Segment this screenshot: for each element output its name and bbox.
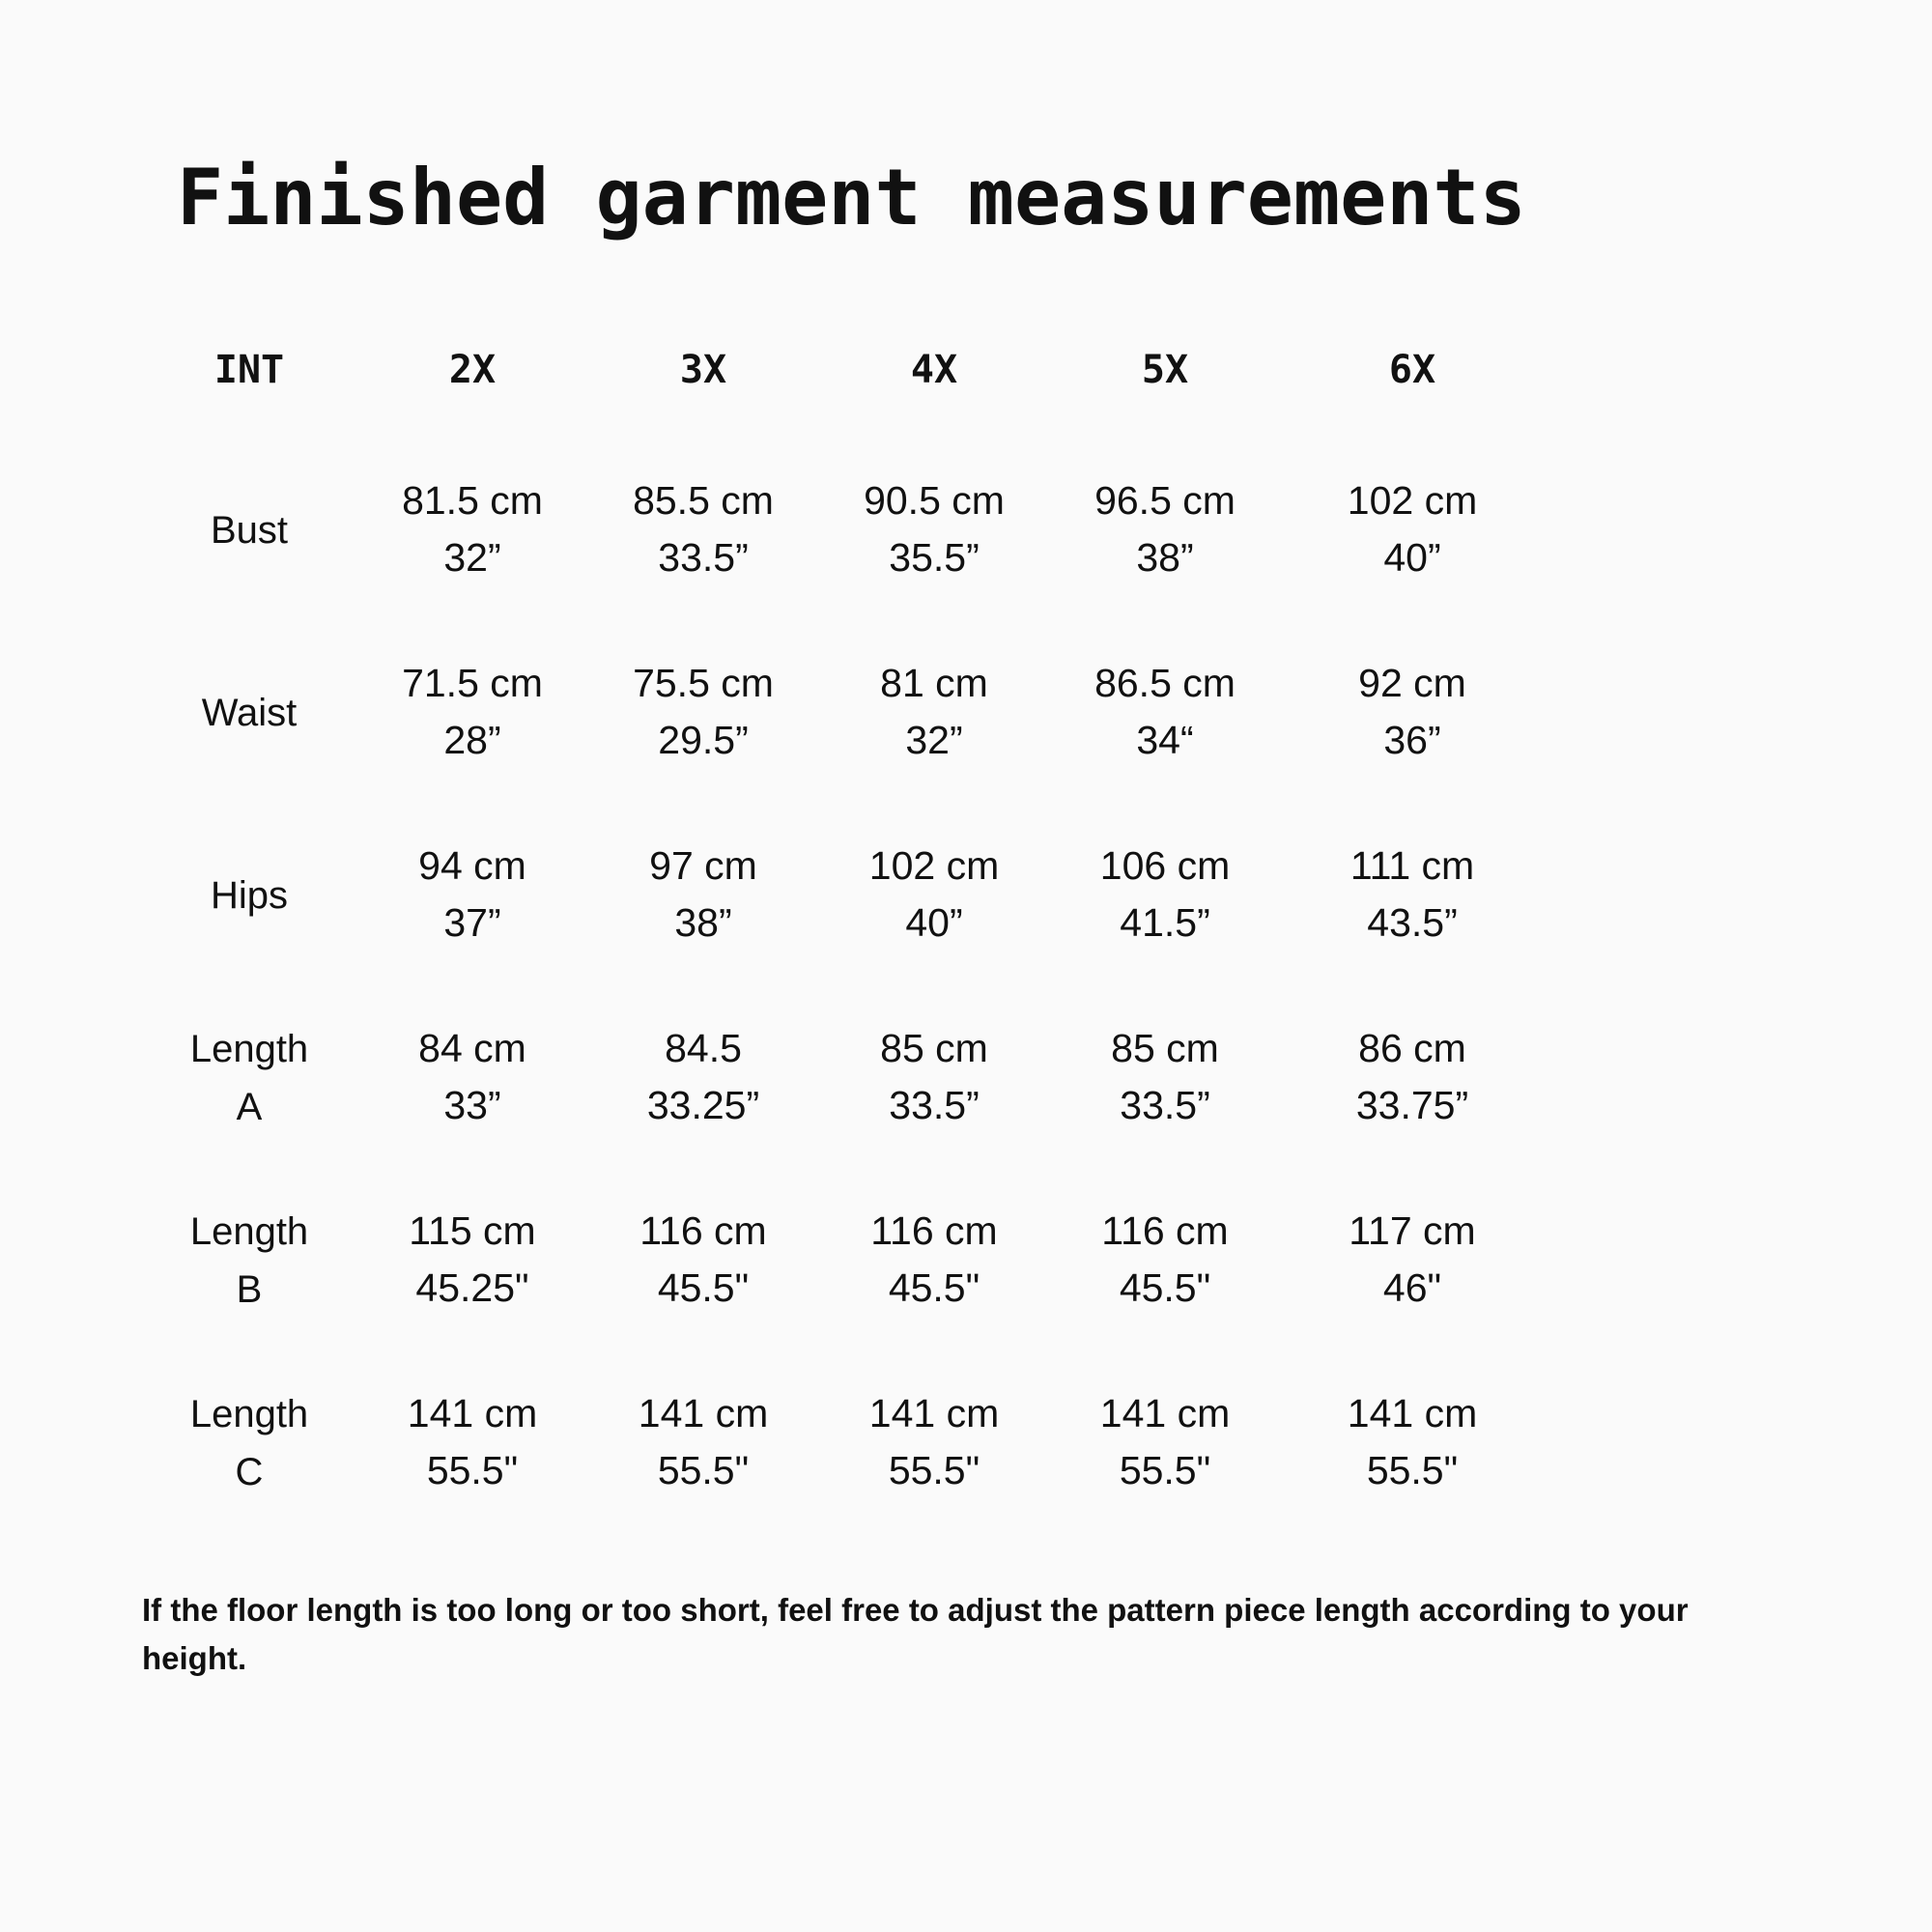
measurement-inches: 32” bbox=[443, 535, 501, 580]
row-label bbox=[133, 1020, 365, 1136]
measurement-cm: 141 cm bbox=[1347, 1391, 1478, 1435]
measurement-cell bbox=[818, 1203, 1050, 1317]
measurement-cell bbox=[1296, 1385, 1528, 1499]
row-label bbox=[133, 867, 365, 924]
measurement-cell bbox=[1296, 838, 1528, 952]
measurement-cell bbox=[356, 1203, 588, 1317]
measurement-inches: 43.5” bbox=[1367, 900, 1458, 945]
measurement-inches: 46" bbox=[1382, 1265, 1442, 1310]
measurement-cell bbox=[1296, 655, 1528, 769]
page-title: Finished garment measurements bbox=[177, 153, 1526, 242]
measurement-inches: 32” bbox=[905, 718, 963, 762]
measurement-inches: 55.5" bbox=[888, 1448, 980, 1492]
measurement-inches: 35.5” bbox=[889, 535, 980, 580]
measurement-cm: 71.5 cm bbox=[402, 661, 543, 705]
measurement-inches: 28” bbox=[443, 718, 501, 762]
measurement-cell bbox=[1049, 472, 1281, 586]
header-size-6x: 6X bbox=[1388, 348, 1436, 392]
measurement-inches: 41.5” bbox=[1120, 900, 1210, 945]
measurement-cell bbox=[356, 472, 588, 586]
measurement-inches: 33.5” bbox=[889, 1083, 980, 1127]
measurement-inches: 38” bbox=[1136, 535, 1194, 580]
measurement-cell bbox=[818, 838, 1050, 952]
row-label-line: B bbox=[236, 1268, 263, 1311]
measurement-cm: 85.5 cm bbox=[633, 478, 774, 523]
header-size-2x: 2X bbox=[448, 348, 497, 392]
measurement-cell bbox=[818, 472, 1050, 586]
header-size-3x: 3X bbox=[679, 348, 727, 392]
measurement-cm: 84 cm bbox=[418, 1026, 526, 1070]
measurement-inches: 33.5” bbox=[1120, 1083, 1210, 1127]
measurement-cell bbox=[356, 838, 588, 952]
measurement-cm: 117 cm bbox=[1349, 1208, 1476, 1253]
measurement-cell bbox=[1296, 1020, 1528, 1134]
measurement-cell bbox=[356, 655, 588, 769]
measurement-inches: 36” bbox=[1383, 718, 1441, 762]
measurement-cm: 115 cm bbox=[409, 1208, 536, 1253]
measurement-cm: 84.5 bbox=[665, 1026, 742, 1070]
adjustment-note: If the floor length is too long or too short, feel free to adjust the pattern piece length according to your height. bbox=[142, 1592, 1689, 1676]
measurement-cm: 116 cm bbox=[639, 1208, 767, 1253]
measurement-cm: 92 cm bbox=[1358, 661, 1466, 705]
measurement-inches: 55.5" bbox=[657, 1448, 750, 1492]
header-int: INT bbox=[213, 348, 285, 392]
row-label bbox=[133, 684, 365, 742]
row-label-line: Waist bbox=[201, 692, 298, 734]
measurement-inches: 33” bbox=[443, 1083, 501, 1127]
measurement-cell bbox=[356, 1020, 588, 1134]
measurement-inches: 45.25" bbox=[415, 1265, 529, 1310]
measurement-cm: 102 cm bbox=[868, 843, 1000, 888]
measurement-inches: 37” bbox=[443, 900, 501, 945]
measurement-cm: 116 cm bbox=[1101, 1208, 1229, 1253]
row-label-line: Length bbox=[189, 1210, 309, 1253]
header-size-5x: 5X bbox=[1141, 348, 1189, 392]
measurement-cm: 85 cm bbox=[1111, 1026, 1219, 1070]
measurement-inches: 33.5” bbox=[658, 535, 749, 580]
measurement-cm: 106 cm bbox=[1099, 843, 1231, 888]
row-label-line: Length bbox=[189, 1028, 309, 1070]
measurement-cell bbox=[818, 1020, 1050, 1134]
measurement-inches: 33.75” bbox=[1355, 1083, 1469, 1127]
row-label-line: A bbox=[236, 1086, 263, 1128]
measurement-cell bbox=[1049, 655, 1281, 769]
measurement-cell bbox=[1049, 838, 1281, 952]
measurement-cell bbox=[587, 838, 819, 952]
row-label bbox=[133, 1385, 365, 1501]
measurement-inches: 40” bbox=[1383, 535, 1441, 580]
measurement-inches: 38” bbox=[674, 900, 732, 945]
measurement-cell bbox=[587, 1203, 819, 1317]
measurement-inches: 29.5” bbox=[658, 718, 749, 762]
measurement-cm: 81 cm bbox=[880, 661, 988, 705]
measurement-inches: 45.5" bbox=[1119, 1265, 1211, 1310]
measurement-inches: 45.5" bbox=[888, 1265, 980, 1310]
measurement-cm: 86 cm bbox=[1358, 1026, 1466, 1070]
measurement-cell bbox=[587, 655, 819, 769]
measurement-cm: 94 cm bbox=[418, 843, 526, 888]
measurement-inches: 34“ bbox=[1136, 718, 1194, 762]
measurement-cm: 86.5 cm bbox=[1094, 661, 1236, 705]
measurement-cell bbox=[1049, 1020, 1281, 1134]
measurement-cm: 96.5 cm bbox=[1094, 478, 1236, 523]
measurement-inches: 33.25” bbox=[646, 1083, 760, 1127]
measurement-cm: 141 cm bbox=[638, 1391, 769, 1435]
measurement-inches: 55.5" bbox=[1366, 1448, 1459, 1492]
measurement-cell bbox=[587, 1385, 819, 1499]
measurement-cm: 97 cm bbox=[649, 843, 757, 888]
measurement-cell bbox=[1049, 1385, 1281, 1499]
row-label-line: C bbox=[235, 1451, 264, 1493]
measurement-inches: 45.5" bbox=[657, 1265, 750, 1310]
measurement-cell bbox=[587, 1020, 819, 1134]
measurement-cm: 116 cm bbox=[870, 1208, 998, 1253]
measurement-cell bbox=[818, 655, 1050, 769]
measurement-cell bbox=[587, 472, 819, 586]
measurement-cm: 102 cm bbox=[1347, 478, 1478, 523]
row-label-line: Length bbox=[189, 1393, 309, 1435]
measurement-cell bbox=[1296, 1203, 1528, 1317]
measurement-cell bbox=[356, 1385, 588, 1499]
measurement-inches: 40” bbox=[905, 900, 963, 945]
row-label-line: Bust bbox=[210, 509, 289, 552]
measurement-cell bbox=[818, 1385, 1050, 1499]
measurement-cell bbox=[1296, 472, 1528, 586]
row-label bbox=[133, 501, 365, 559]
measurement-cm: 81.5 cm bbox=[402, 478, 543, 523]
measurement-cm: 85 cm bbox=[880, 1026, 988, 1070]
measurement-inches: 55.5" bbox=[1119, 1448, 1211, 1492]
measurement-cell bbox=[1049, 1203, 1281, 1317]
row-label-line: Hips bbox=[210, 874, 289, 917]
measurement-cm: 111 cm bbox=[1350, 843, 1475, 888]
header-size-4x: 4X bbox=[910, 348, 958, 392]
row-label bbox=[133, 1203, 365, 1319]
measurement-cm: 141 cm bbox=[1099, 1391, 1231, 1435]
measurement-cm: 75.5 cm bbox=[633, 661, 774, 705]
measurement-inches: 55.5" bbox=[426, 1448, 519, 1492]
measurement-cm: 90.5 cm bbox=[864, 478, 1005, 523]
measurement-cm: 141 cm bbox=[407, 1391, 538, 1435]
measurement-cm: 141 cm bbox=[868, 1391, 1000, 1435]
